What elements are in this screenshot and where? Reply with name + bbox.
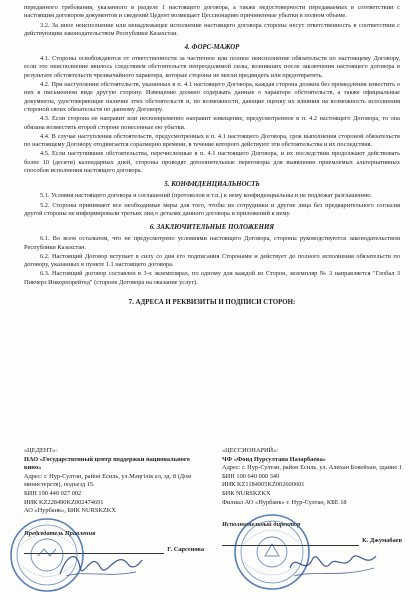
clause-4-4: 4.4. В случае наступления обстоятельств, предусмотренных в п. 4.1 настоящего Договора, срок выполнения стороной обязательств по настоящему Договору отодвигается соразмерно времени, в течение которого действуют эти обстоятельства и их последствия.	[24, 132, 400, 149]
cessionary-signer-name: К. Джумабаев	[359, 537, 402, 546]
document-body	[24, 4, 400, 312]
cessionary-address: Адрес: г. Нур-Султан, район Есиль, ул. Алихан Бокейхан, здание 1	[222, 464, 402, 472]
cessionary-role: «ЦЕССИОНАРИЙ»:	[222, 447, 279, 454]
cessionary-bik: БИК NURSKZKX	[222, 489, 271, 497]
section7-heading: 7. АДРЕСА И РЕКВИЗИТЫ И ПОДПИСИ СТОРОН:	[128, 299, 296, 307]
cedent-bin: БИН 190 440 027 002	[24, 489, 82, 497]
section4-heading: 4. ФОРС-МАЖОР	[184, 44, 240, 52]
clause-5-2: 5.2. Стороны принимают все необходимые меры для того, чтобы их сотрудники и другие лица без предварительного согласия другой стороны не информировали третьих лиц о деталях данного договора и приложений к нему.	[24, 201, 400, 217]
cessionary-sign-title: Исполнительный директор	[222, 521, 301, 529]
section5-heading: 5. КОНФИДЕНЦИАЛЬНОСТЬ	[164, 181, 260, 189]
clause-6-1: 6.1. Во всем остальном, что не предусмотрено условиями настоящего Договора, стороны руководствуются законодательством Республики Казахстан.	[24, 235, 400, 251]
cessionary-org-name: ЧФ «Фонд Нурсултана Назарбаева»	[222, 455, 326, 463]
section3-continuation: переданного требования, указанного в разделе 1 настоящего договора, а также недостоверности передаваемых в соответствии с настоящим договором документов и сведений Цедент возмещает Цессионарию причиненные убытки в полном объеме.	[24, 4, 400, 20]
clause-4-5: 4.5. Если наступившие обстоятельства, перечисленные в п. 4.1 настоящего Договора, и их последствия продолжают действовать более 10 (десяти) календарных дней, стороны проводят дополнительные переговоры для выявления приемлемых альтернативных способов исполнения настоящего договора.	[24, 150, 400, 175]
section6-heading: 6. ЗАКЛЮЧИТЕЛЬНЫЕ ПОЛОЖЕНИЯ	[149, 224, 275, 232]
clause-6-2: 6.2. Настоящий Договор вступает в силу со дня его подписания Сторонами и действует до полного исполнения обязательств по договору, указанных в пункте 1.1 настоящего договора.	[24, 252, 400, 269]
cessionary-iik: ИИК KZ1184905KZ002600601	[222, 481, 305, 489]
cedent-handwritten-signature	[56, 548, 146, 582]
cedent-role: «ЦЕДЕНТ»:	[24, 447, 58, 454]
clause-4-3: 4.3. Если сторона не направит или несвоевременно направит извещение, предусмотренное в п. 4.2 настоящего Договора, то она обязана возместить второй стороне понесенные ею убытки.	[24, 115, 400, 131]
cedent-bank: АО «Нурбанк», БИК NURSKZKX	[24, 507, 116, 515]
clause-4-1: 4.1. Стороны освобождаются от ответственности за частичное или полное неисполнение обязательств по настоящему Договору, если это неисполнение явилось следствием обстоятельств непреодолимой силы, возникших после заключения настоящего договора в результате обстоятельств чрезвычайного характера, которые стороны не могли предвидеть или предотвратить.	[24, 55, 400, 79]
cedent-address: Адрес: г. Нур-Султан, район Есиль, ул.Мәңгілік ел, зд. 8 (Дом министерств), подъезд 15.	[24, 472, 192, 489]
cessionary-bin: БИН 100 640 000 349	[222, 472, 280, 480]
clause-4-2: 4.2. При наступлении обстоятельств, указанных в п. 4.1 настоящего Договора, каждая сторона должна без промедления известить о них в письменном виде другую сторону. Извещение должно содержать данные о характере обстоятельств, а также официальные документы, удостоверяющие наличие этих обстоятельств и, по возможности, дающие оценку их влияния на возможность исполнения стороной своих обязательств по данному Договору.	[24, 81, 400, 113]
clause-5-1: 5.1. Условия настоящего договора и соглашений (протоколов и т.п.) к нему конфиденциальны и не подлежат разглашению.	[40, 192, 373, 200]
cedent-org-name: НАО «Государственный центр поддержки национального кино»	[24, 455, 190, 472]
cessionary-handwritten-signature	[286, 546, 382, 582]
clause-6-3: 6.3. Настоящий договор составлен в 3-х экземплярах, по одному для каждой из Сторон, экземпляр № 3 направляется "Глобал 3 Пикчерз Инкорпорейтед" (стороне Договора на оказание услуг).	[24, 270, 400, 286]
cedent-signer-name: Г. Сарсенова	[164, 546, 204, 555]
cessionary-branch: Филиал АО «Нурбанк» г. Нур-Султан, КБЕ 18	[222, 498, 347, 506]
cedent-sign-title: Председатель Правления	[24, 529, 96, 537]
clause-3-2: 3.2. За иное неисполнение или ненадлежащее исполнение настоящего договора стороны несут ответственность в соответствии с действующим законодательством Республики Казахстан.	[24, 21, 400, 37]
cedent-iik: ИИК KZ228490KZ002474691	[24, 498, 104, 506]
